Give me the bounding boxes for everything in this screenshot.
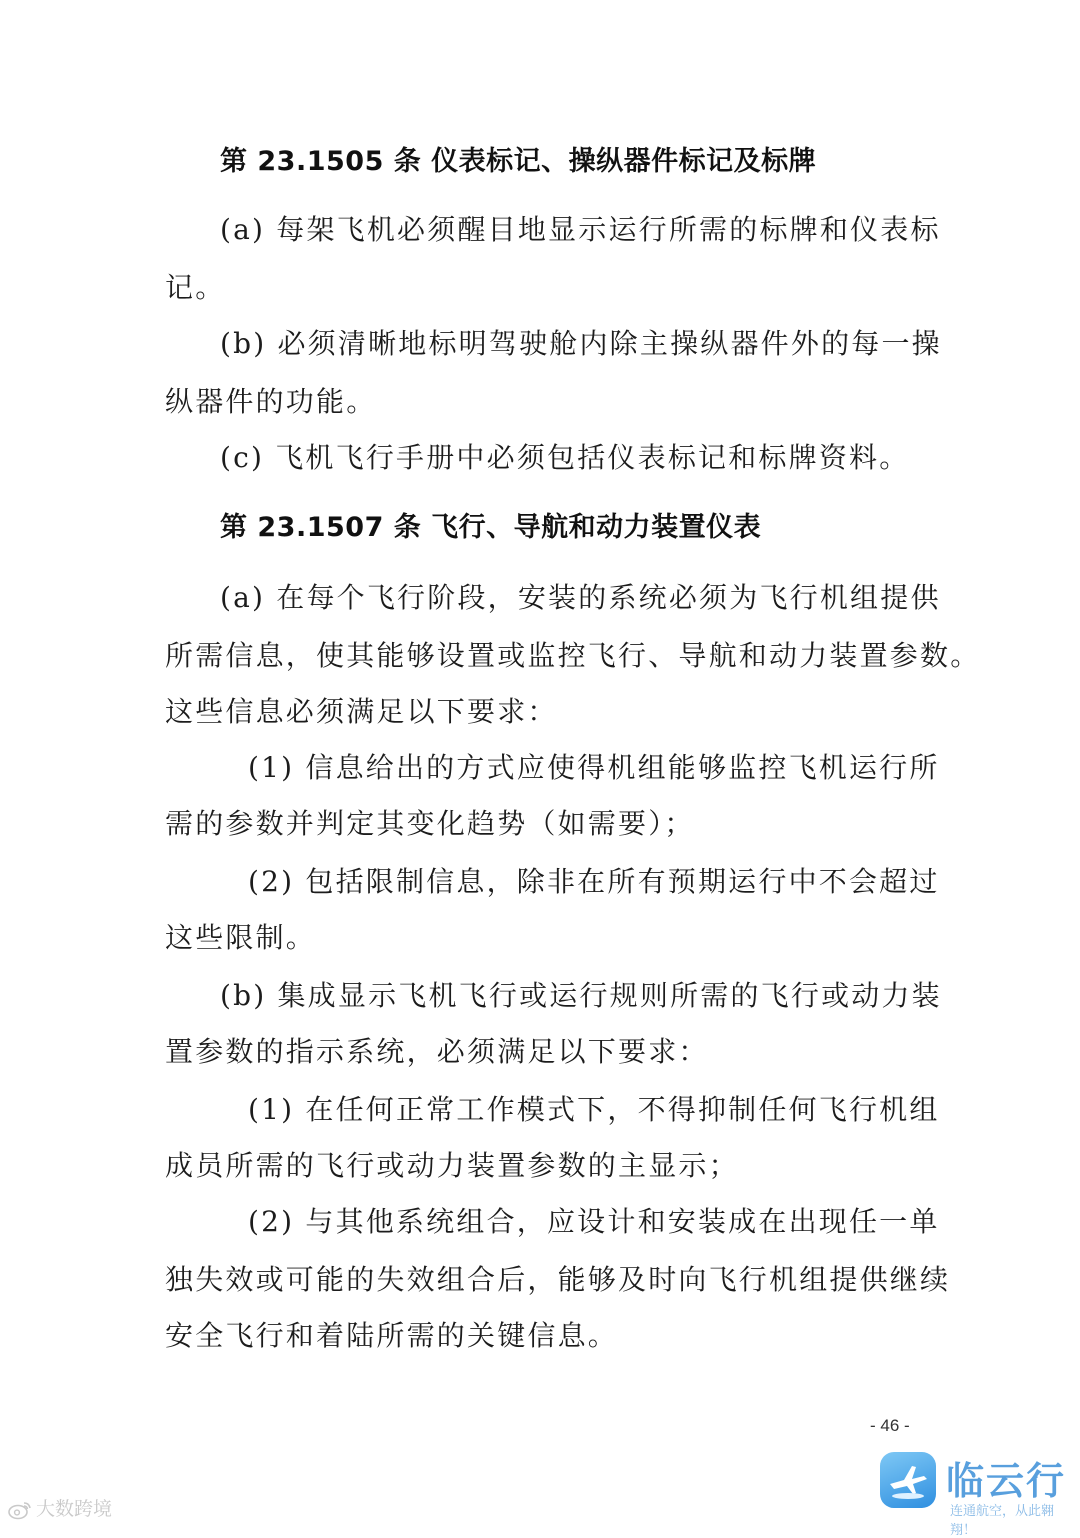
airplane-icon <box>880 1452 936 1508</box>
paragraph-line: 成员所需的飞行或动力装置参数的主显示； <box>165 1149 739 1182</box>
section-heading-23-1505: 第 23.1505 条 仪表标记、操纵器件标记及标牌 <box>220 146 817 177</box>
paragraph-line: 安全飞行和着陆所需的关键信息。 <box>165 1319 619 1352</box>
paragraph-line: (1) 在任何正常工作模式下，不得抑制任何飞行机组 <box>248 1093 940 1126</box>
paragraph-line: (b) 必须清晰地标明驾驶舱内除主操纵器件外的每一操 <box>220 327 942 360</box>
paragraph-line: (1) 信息给出的方式应使得机组能够监控飞机运行所 <box>248 751 940 784</box>
paragraph-line: 置参数的指示系统，必须满足以下要求： <box>165 1035 709 1068</box>
paragraph-line: 所需信息，使其能够设置或监控飞行、导航和动力装置参数。 <box>165 639 981 672</box>
paragraph-line: (c) 飞机飞行手册中必须包括仪表标记和标牌资料。 <box>220 441 910 474</box>
paragraph-line: (2) 包括限制信息，除非在所有预期运行中不会超过 <box>248 865 940 898</box>
logo-name: 临云行 <box>946 1459 1067 1503</box>
paragraph-line: (2) 与其他系统组合，应设计和安装成在出现任一单 <box>248 1205 940 1238</box>
paragraph-line: (b) 集成显示飞机飞行或运行规则所需的飞行或动力装 <box>220 979 942 1012</box>
watermark <box>8 1494 112 1520</box>
paragraph-line: 需的参数并判定其变化趋势（如需要）； <box>165 807 695 840</box>
page-number: - 46 - <box>870 1416 910 1435</box>
paragraph-line: 纵器件的功能。 <box>165 385 377 418</box>
brand-logo <box>880 1448 1070 1538</box>
paragraph-line: 记。 <box>165 271 226 304</box>
weibo-icon <box>8 1500 32 1520</box>
paragraph-line: 这些限制。 <box>165 921 317 954</box>
paragraph-line: 独失效或可能的失效组合后，能够及时向飞行机组提供继续 <box>165 1263 951 1296</box>
watermark-text: 大数跨境 <box>36 1498 113 1520</box>
paragraph-line: (a) 在每个飞行阶段，安装的系统必须为飞行机组提供 <box>220 581 941 614</box>
paragraph-line: 这些信息必须满足以下要求： <box>165 695 558 728</box>
section-heading-23-1507: 第 23.1507 条 飞行、导航和动力装置仪表 <box>220 512 762 543</box>
paragraph-line: (a) 每架飞机必须醒目地显示运行所需的标牌和仪表标 <box>220 213 941 246</box>
logo-slogan: 连通航空，从此翱翔！ <box>950 1504 1055 1538</box>
